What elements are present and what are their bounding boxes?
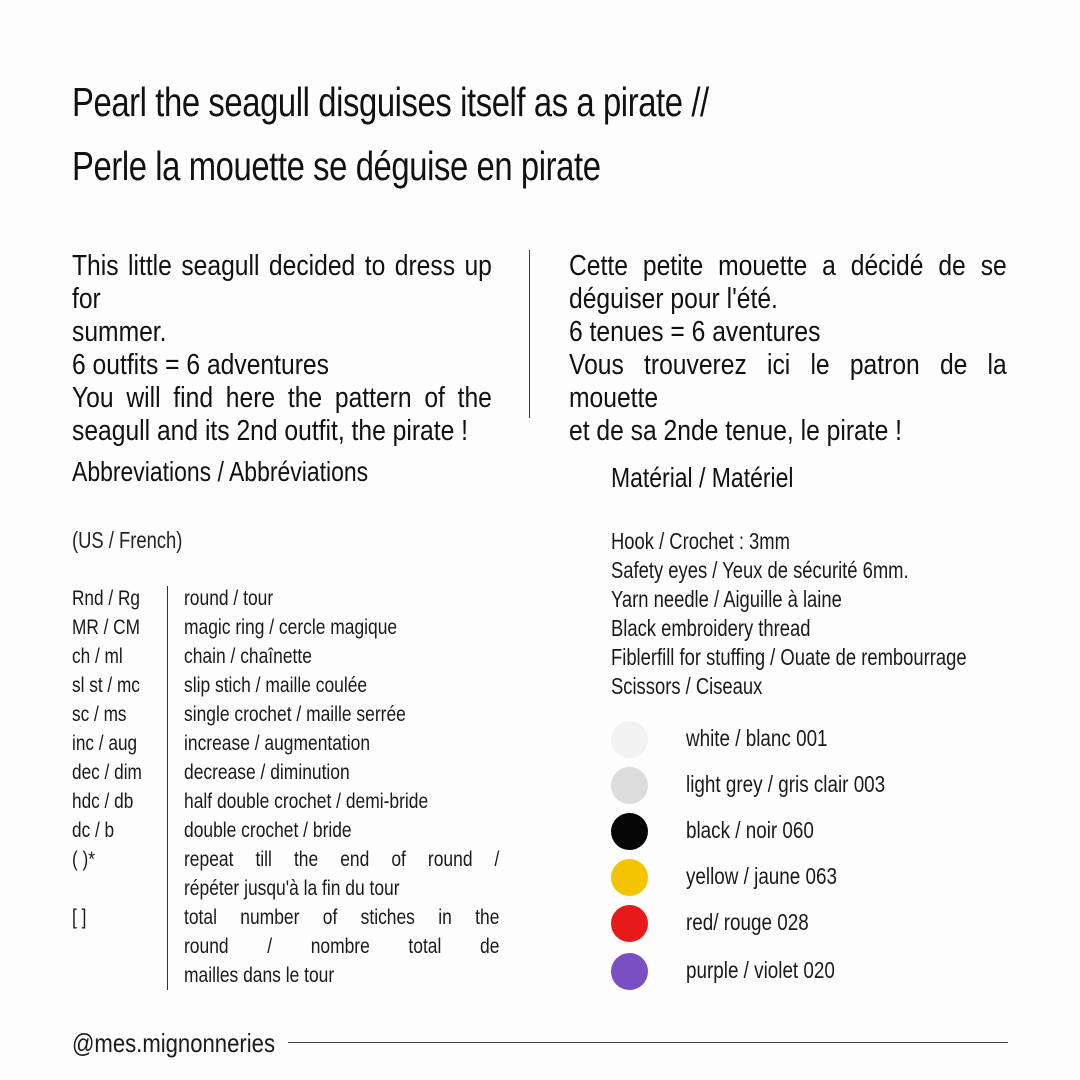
color-swatch-light-grey: [611, 767, 648, 804]
intro-line: Vous trouverez ici le patron de la mouette: [569, 349, 1007, 414]
abbreviations-divider: [167, 586, 168, 990]
color-label: light grey / gris clair 003: [686, 771, 886, 797]
title-line-french: Perle la mouette se déguise en pirate: [72, 143, 601, 189]
abbreviation-definition: round / tour: [184, 587, 274, 610]
material-item: Fiblerfill for stuffing / Ouate de rembourrage: [611, 644, 967, 670]
intro-line: summer.: [72, 316, 167, 348]
intro-line: Cette petite mouette a décidé de se: [569, 250, 1007, 282]
intro-line: You will find here the pattern of the: [72, 382, 492, 414]
abbreviation-key: dec / dim: [72, 761, 142, 784]
abbreviation-key: MR / CM: [72, 616, 140, 639]
intro-french: [569, 250, 1007, 448]
footer-rule: [288, 1042, 1008, 1043]
abbreviation-key: dc / b: [72, 819, 115, 842]
material-item: Safety eyes / Yeux de sécurité 6mm.: [611, 557, 909, 583]
intro-english: [72, 250, 492, 448]
intro-line: 6 outfits = 6 adventures: [72, 349, 329, 381]
abbreviation-definition: chain / chaînette: [184, 645, 312, 668]
abbreviation-definition: double crochet / bride: [184, 819, 352, 842]
intro-line: 6 tenues = 6 aventures: [569, 316, 821, 348]
material-item: Scissors / Ciseaux: [611, 673, 763, 699]
color-label: white / blanc 001: [686, 725, 828, 751]
color-swatch-black: [611, 813, 648, 850]
color-swatch-white: [611, 721, 648, 758]
material-item: Black embroidery thread: [611, 615, 811, 641]
abbreviation-key: [ ]: [72, 906, 87, 929]
intro-divider: [529, 250, 530, 418]
intro-line: déguiser pour l'été.: [569, 283, 778, 315]
material-list: [611, 527, 967, 701]
abbreviation-key: sl st / mc: [72, 674, 140, 697]
title-line-english: Pearl the seagull disguises itself as a pirate //: [72, 79, 709, 125]
abbreviation-key: hdc / db: [72, 790, 134, 813]
abbreviations-heading: Abbreviations / Abbréviations: [72, 456, 369, 487]
abbreviation-definition: single crochet / maille serrée: [184, 703, 406, 726]
color-swatch-red: [611, 905, 648, 942]
abbreviation-key: sc / ms: [72, 703, 127, 726]
color-swatch-yellow: [611, 859, 648, 896]
social-handle: @mes.mignonneries: [72, 1028, 276, 1058]
intro-line: et de sa 2nde tenue, le pirate !: [569, 415, 903, 447]
color-label: purple / violet 020: [686, 957, 835, 983]
material-heading: Matérial / Matériel: [611, 462, 794, 493]
abbreviation-key: inc / aug: [72, 732, 138, 755]
abbreviation-definition: decrease / diminution: [184, 761, 350, 784]
abbreviation-key: ch / ml: [72, 645, 123, 668]
abbreviation-definition: half double crochet / demi-bride: [184, 790, 429, 813]
abbreviation-key: Rnd / Rg: [72, 587, 140, 610]
color-swatch-purple: [611, 953, 648, 990]
intro-line: This little seagull decided to dress up for: [72, 250, 492, 315]
color-label: yellow / jaune 063: [686, 863, 837, 889]
intro-line: seagull and its 2nd outfit, the pirate !: [72, 415, 469, 447]
abbreviation-key: ( )*: [72, 848, 95, 871]
material-item: Hook / Crochet : 3mm: [611, 528, 790, 554]
abbreviations-subheading: (US / French): [72, 527, 183, 553]
abbreviation-definition: slip stich / maille coulée: [184, 674, 368, 697]
abbreviation-definition: increase / augmentation: [184, 732, 371, 755]
color-label: black / noir 060: [686, 817, 814, 843]
color-label: red/ rouge 028: [686, 909, 809, 935]
material-item: Yarn needle / Aiguille à laine: [611, 586, 842, 612]
abbreviation-definition: magic ring / cercle magique: [184, 616, 398, 639]
abbreviation-definition: total number of stiches in the round / nombre total de mailles dans le tour: [184, 906, 500, 987]
abbreviation-definition: repeat till the end of round / répéter jusqu'à la fin du tour: [184, 848, 500, 900]
page-title: [72, 70, 709, 198]
